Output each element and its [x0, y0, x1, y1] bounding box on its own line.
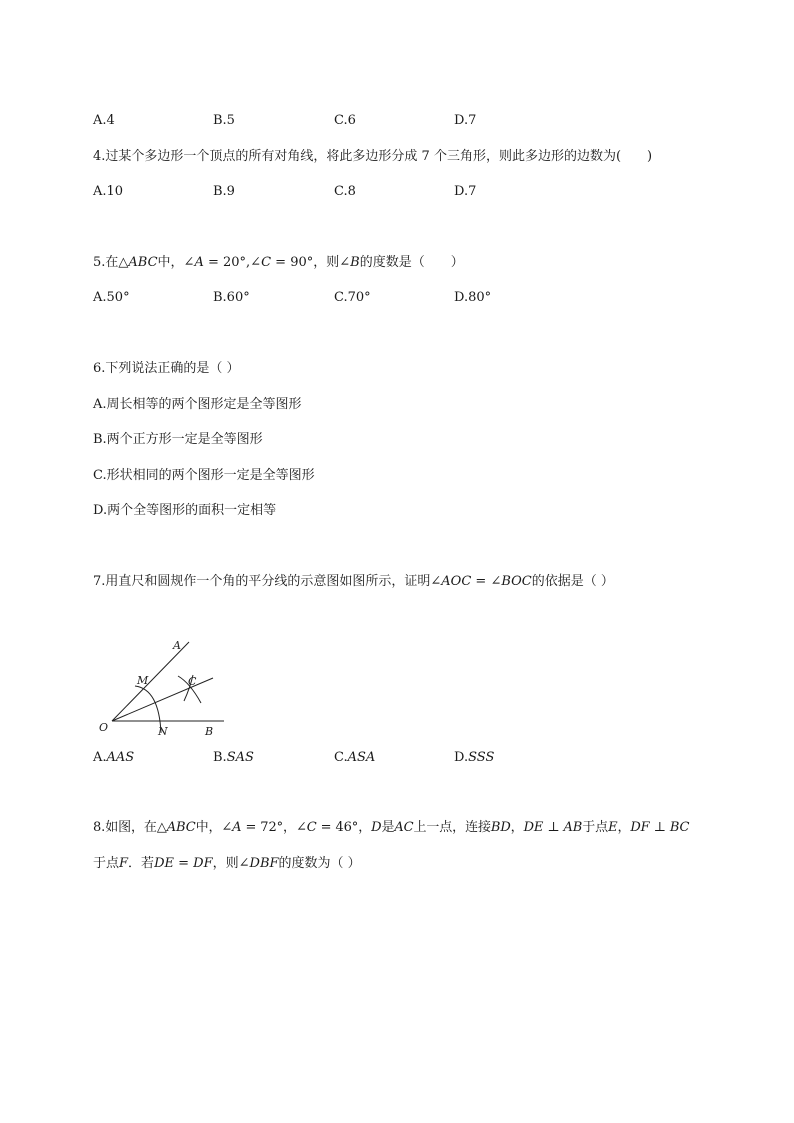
math-abc: ABC	[128, 255, 158, 270]
math-ab: AB	[563, 820, 583, 835]
q8-text: 的度数为（ ）	[278, 856, 361, 871]
q7-text: 7.用直尺和圆规作一个角的平分线的示意图如图所示，证明∠	[93, 574, 442, 589]
option-letter: C.	[334, 750, 348, 765]
math-bd: BD	[490, 820, 511, 835]
q7-options	[0, 749, 794, 767]
q8-text: ，	[510, 820, 524, 835]
q3-option-b[interactable]: B.5	[213, 113, 235, 128]
q5-option-a[interactable]: A.50°	[93, 290, 130, 305]
q4-option-c[interactable]: C.8	[334, 184, 356, 199]
math-c: C	[261, 255, 272, 270]
ray-oc	[112, 678, 213, 721]
q6-option-a[interactable]: A.周长相等的两个图形定是全等图形	[93, 397, 302, 412]
q7-option-c[interactable]	[334, 749, 375, 767]
q3-option-d[interactable]: D.7	[454, 113, 477, 128]
math-c: C	[306, 820, 317, 835]
q8-stem-line-2	[93, 855, 361, 873]
q5-text: 5.在	[93, 255, 119, 270]
q4-option-a[interactable]: A.10	[93, 184, 124, 199]
q8-text: ．若	[128, 856, 155, 871]
q7-text: 的依据是（ ）	[531, 574, 614, 589]
q7-stem	[93, 573, 614, 591]
q8-text: =	[173, 856, 194, 871]
math-f: F	[119, 856, 129, 871]
label-c: C	[188, 675, 197, 688]
q5-text: 中，∠	[157, 255, 195, 270]
q5-option-d[interactable]: D.80°	[454, 290, 492, 305]
q8-text: = 72°，∠	[241, 820, 307, 835]
option-letter: D.	[454, 750, 469, 765]
math-bc: BC	[669, 820, 690, 835]
math-aoc: AOC	[441, 574, 472, 589]
q8-text: 是	[381, 820, 395, 835]
q7-option-a[interactable]	[93, 749, 134, 767]
math-boc: BOC	[501, 574, 532, 589]
label-a: A	[173, 639, 181, 652]
label-n: N	[158, 725, 168, 738]
option-body: ASA	[347, 750, 376, 765]
math-d: D	[371, 820, 382, 835]
q8-text: 于点	[582, 820, 609, 835]
q5-options	[0, 289, 794, 307]
q5-stem	[93, 254, 464, 272]
triangle-symbol: △	[156, 820, 167, 835]
q8-text: 中，∠	[195, 820, 233, 835]
q4-option-d[interactable]: D.7	[454, 184, 477, 199]
q7-option-d[interactable]	[454, 749, 494, 767]
q8-text: ⊥	[649, 820, 670, 835]
math-e: E	[608, 820, 618, 835]
triangle-symbol: △	[118, 255, 129, 270]
q3-option-a[interactable]: A.4	[93, 113, 115, 128]
q3-option-c[interactable]: C.6	[334, 113, 356, 128]
q7-option-b[interactable]	[213, 749, 254, 767]
q3-options	[0, 112, 794, 130]
q7-text: = ∠	[471, 574, 502, 589]
q8-text: 上一点，连接	[413, 820, 491, 835]
q8-text: ，	[617, 820, 631, 835]
math-b: B	[350, 255, 360, 270]
math-dbf: DBF	[249, 856, 279, 871]
option-letter: B.	[213, 750, 227, 765]
angle-bisector-figure	[90, 632, 230, 740]
q8-text: ，则∠	[212, 856, 250, 871]
q6-stem: 6.下列说法正确的是（ ）	[93, 361, 240, 376]
q6-option-c[interactable]: C.形状相同的两个图形一定是全等图形	[93, 468, 315, 483]
math-df: DF	[193, 856, 213, 871]
q8-text: 于点	[93, 856, 120, 871]
label-b: B	[205, 725, 214, 738]
math-ac: AC	[394, 820, 414, 835]
q4-options	[0, 183, 794, 201]
q5-option-b[interactable]: B.60°	[213, 290, 250, 305]
q5-text: = 20°,∠	[203, 255, 262, 270]
q8-text: = 46°，	[316, 820, 372, 835]
q4-stem: 4.过某个多边形一个顶点的所有对角线，将此多边形分成 7 个三角形，则此多边形的边数为( )	[93, 149, 653, 164]
option-body: SSS	[468, 750, 495, 765]
q6-option-d[interactable]: D.两个全等图形的面积一定相等	[93, 503, 277, 518]
math-de: DE	[154, 856, 174, 871]
q5-option-c[interactable]: C.70°	[334, 290, 371, 305]
math-de: DE	[523, 820, 544, 835]
q8-text: ⊥	[543, 820, 564, 835]
math-a: A	[194, 255, 204, 270]
option-body: SAS	[226, 750, 254, 765]
ray-oa	[112, 642, 189, 721]
option-body: AAS	[106, 750, 135, 765]
q5-text: = 90°，则∠	[271, 255, 351, 270]
math-df: DF	[630, 820, 650, 835]
q8-stem-line-1	[93, 819, 689, 837]
q4-option-b[interactable]: B.9	[213, 184, 235, 199]
label-m: M	[137, 674, 149, 687]
q8-text: 8.如图，在	[93, 820, 157, 835]
q5-text: 的度数是（ ）	[359, 255, 464, 270]
label-o: O	[99, 721, 109, 734]
math-a: A	[232, 820, 242, 835]
math-abc: ABC	[166, 820, 196, 835]
option-letter: A.	[93, 750, 107, 765]
q6-option-b[interactable]: B.两个正方形一定是全等图形	[93, 432, 263, 447]
